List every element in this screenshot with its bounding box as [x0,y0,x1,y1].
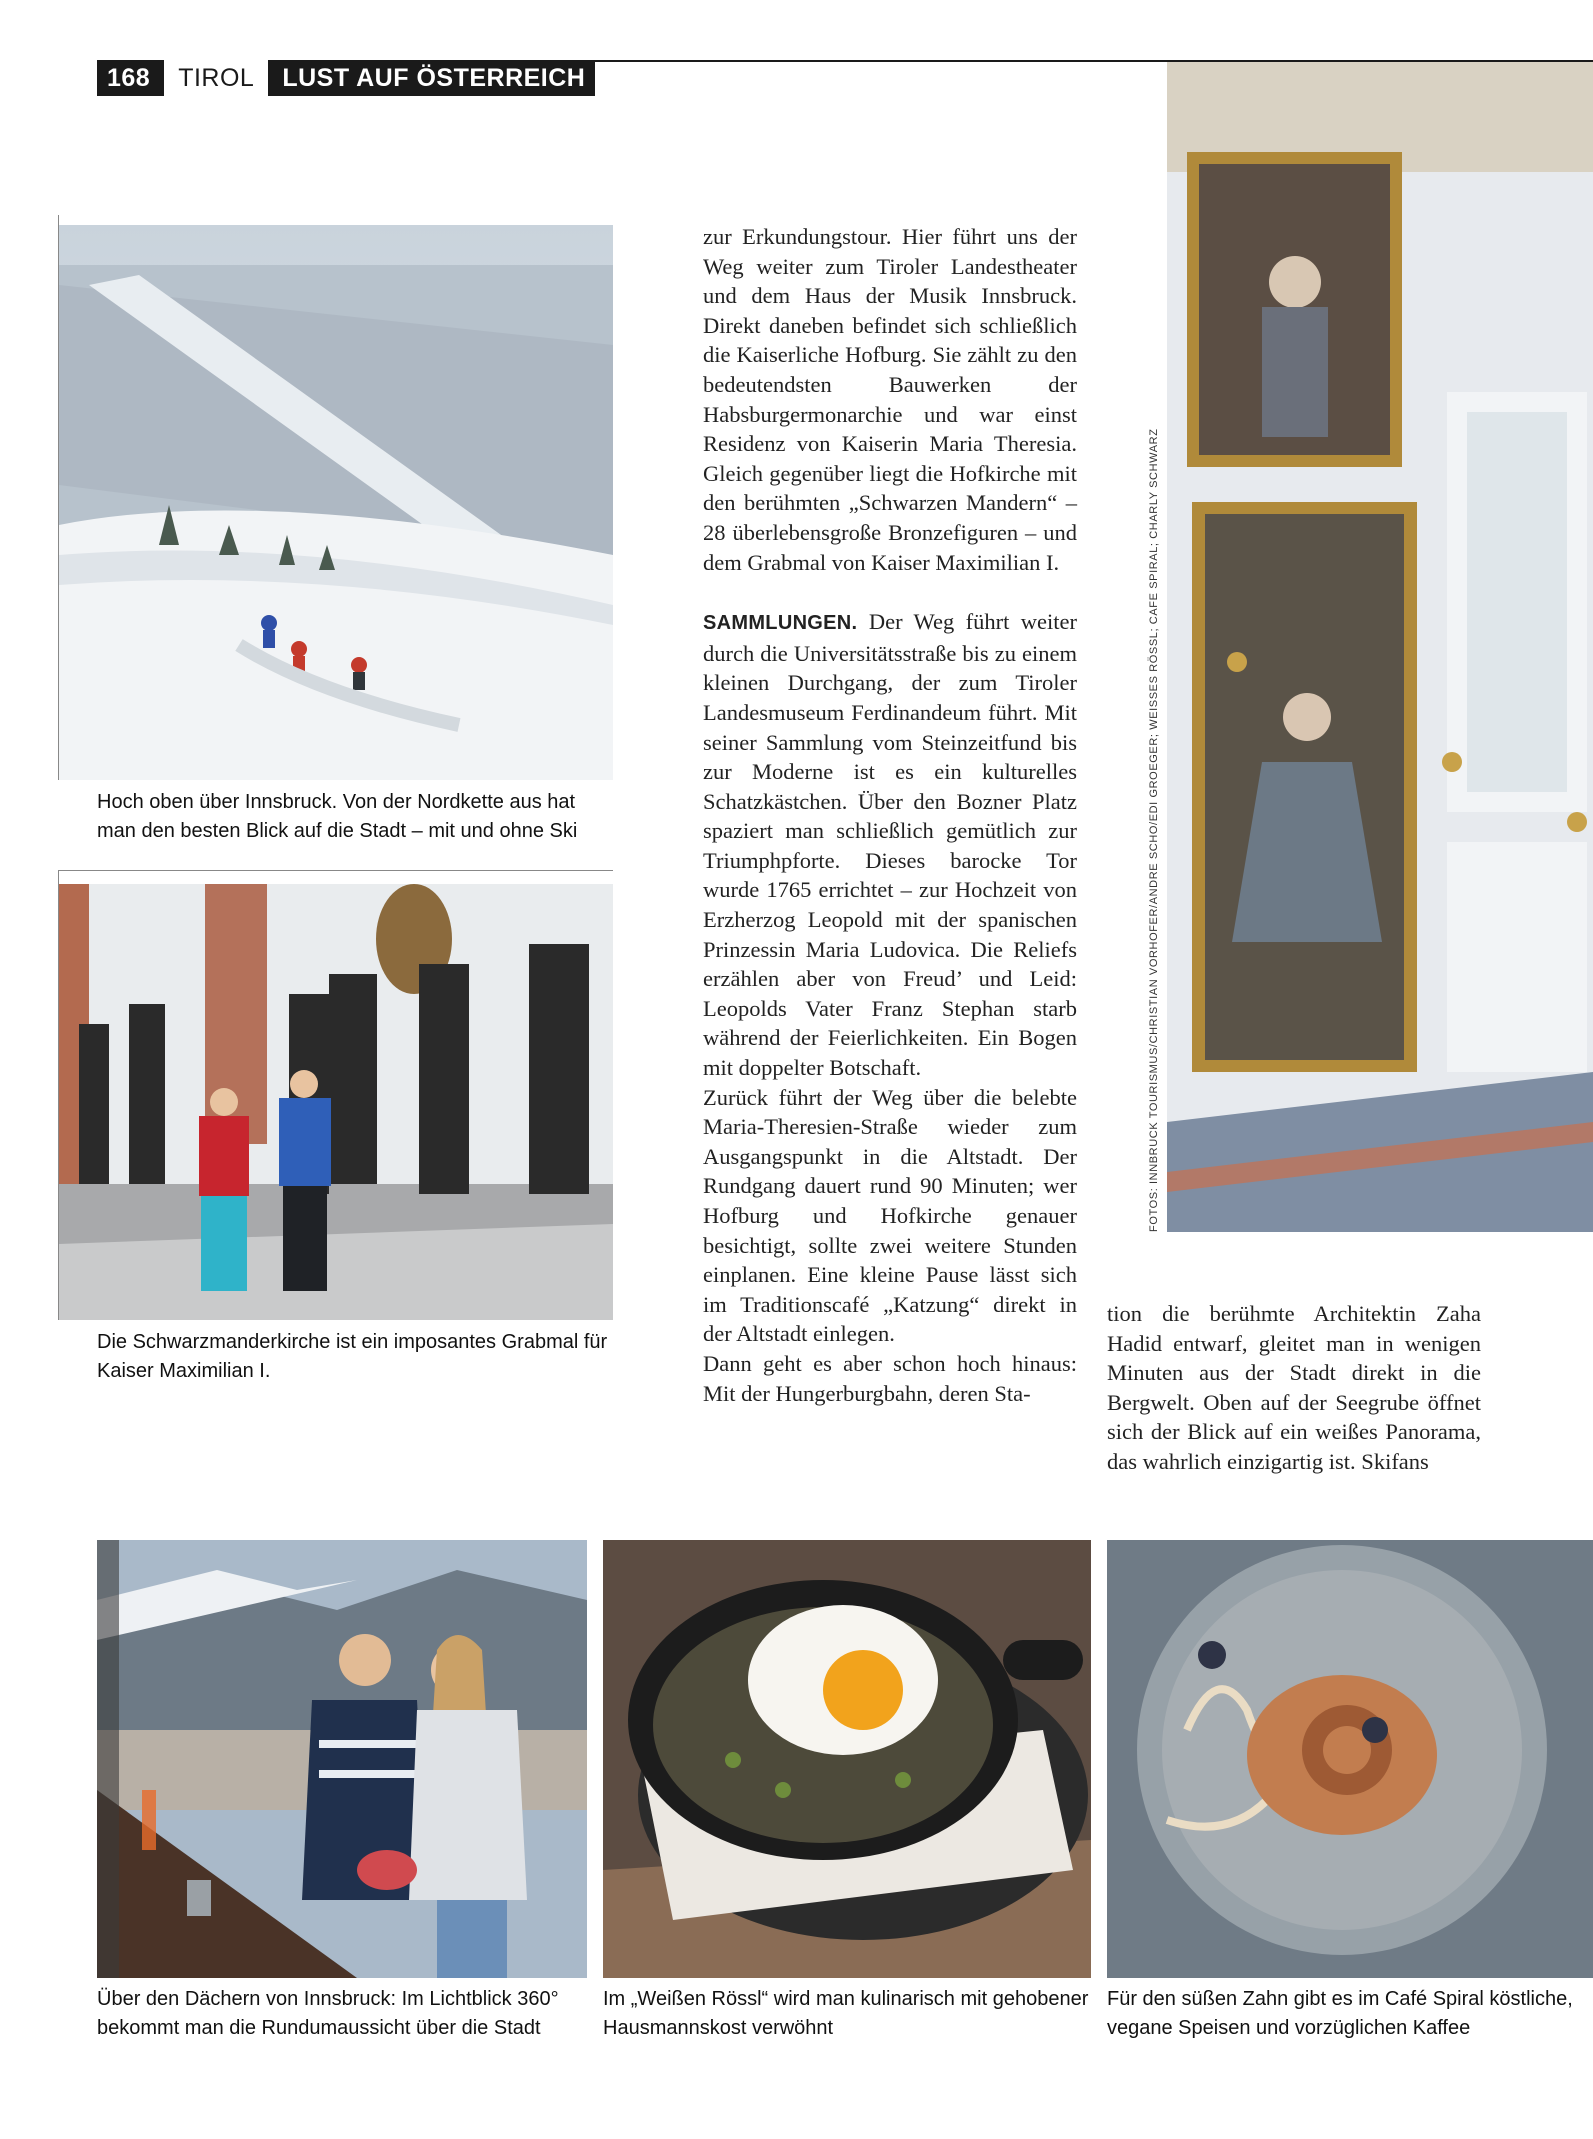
article-paragraph: SAMMLUNGEN. Der Weg führt weiter durch die Universitätsstraße bis zu einem kleinen Durchgang, der zum Tiroler Landesmuseum Ferdinandeum führt. Mit seiner Sammlung vom Steinzeitfund bis zur Moderne ist es ein kulturelles Schatzkästchen. Über den Bozner Platz spaziert man schließlich gemütlich zur Triumphpforte. Dieses barocke Tor wurde 1765 errichtet – zur Hochzeit von Erzherzog Leopold mit der spanischen Prinzessin Maria Ludovica. Die Reliefs erzählen aber von Freud’ und Leid: Leopolds Vater Franz Stephan starb während der Feierlichkeiten. Ein Bogen mit doppelter Botschaft. [703,609,1078,1081]
article-paragraph: Dann geht es aber schon hoch hinaus: Mit der Hungerburgbahn, deren Sta- [703,1350,1077,1406]
article-paragraph: Zurück führt der Weg über die belebte Maria-Theresien-Straße wieder zum Ausgangspunkt in die Altstadt. Der Rundgang dauert rund 90 Minuten; wer Hofburg und Hofkirche genauer besichtigt, sollte zwei weitere Stunden einplanen. Eine kleine Pause lässt sich im Traditionscafé „Katzung“ direkt in der Altstadt einlegen. [703,1084,1077,1347]
section-label: TIROL [164,60,268,96]
food-photo-2 [1107,1540,1593,1978]
hofburg-photo [1167,62,1593,1232]
church-photo [59,884,613,1320]
page-header [97,60,595,96]
church-caption: Die Schwarzmanderkirche ist ein imposantes Grabmal für Kaiser Maximilian I. [97,1331,608,1382]
article-paragraph: tion die berühmte Architektin Zaha Hadid entwarf, gleitet man in wenigen Minuten aus der Stadt direkt in die Bergwelt. Oben auf der Seegrube öffnet sich der Blick auf ein weißes Panorama, das wahrlich einzigartig ist. Skifans [1107,1301,1481,1474]
food-caption-2: Für den süßen Zahn gibt es im Café Spiral köstliche, vegane Speisen und vorzüglichen Kaffee [1107,1988,1573,2039]
section-lead: SAMMLUNGEN. [703,612,858,635]
article-paragraph: zur Erkundungstour. Hier führt uns der Weg weiter zum Tiroler Landestheater und dem Haus der Musik Innsbruck. Direkt daneben befindet sich schließlich die Kaiserliche Hofburg. Sie zählt zu den bedeutendsten Bauwerken der Habsburgermonarchie und war einst Residenz von Kaiserin Maria Theresia. Gleich gegenüber liegt die Hofkirche mit den berühmten „Schwarzen Mandern“ – 28 überlebensgroße Bronzefiguren – und dem Grabmal von Kaiser Maximilian I. [703,224,1077,575]
bar-photo [97,1540,587,1978]
bar-caption: Über den Dächern von Innsbruck: Im Lichtblick 360° bekommt man die Rundumaussicht über die Stadt [97,1988,559,2039]
photo-divider [58,870,613,871]
food-caption-1: Im „Weißen Rössl“ wird man kulinarisch mit gehobener Hausmannskost verwöhnt [603,1988,1089,2039]
magazine-title: LUST AUF ÖSTERREICH [282,63,586,92]
food-photo-1 [603,1540,1091,1978]
ski-caption: Hoch oben über Innsbruck. Von der Nordkette aus hat man den besten Blick auf die Stadt – mit und ohne Ski [97,791,578,842]
page-number: 168 [107,63,151,92]
photo-credit: FOTOS: INNBRUCK TOURISMUS/CHRISTIAN VORHOFER/ANDRE SCHO/EDI GROEGER; WEISSES RÖSSL; CAFE SPIRAL; CHARLY SCHWARZ [1148,428,1160,1232]
article-column-1 [703,222,1077,1408]
article-column-2 [1107,1299,1481,1477]
ski-photo [59,225,613,780]
